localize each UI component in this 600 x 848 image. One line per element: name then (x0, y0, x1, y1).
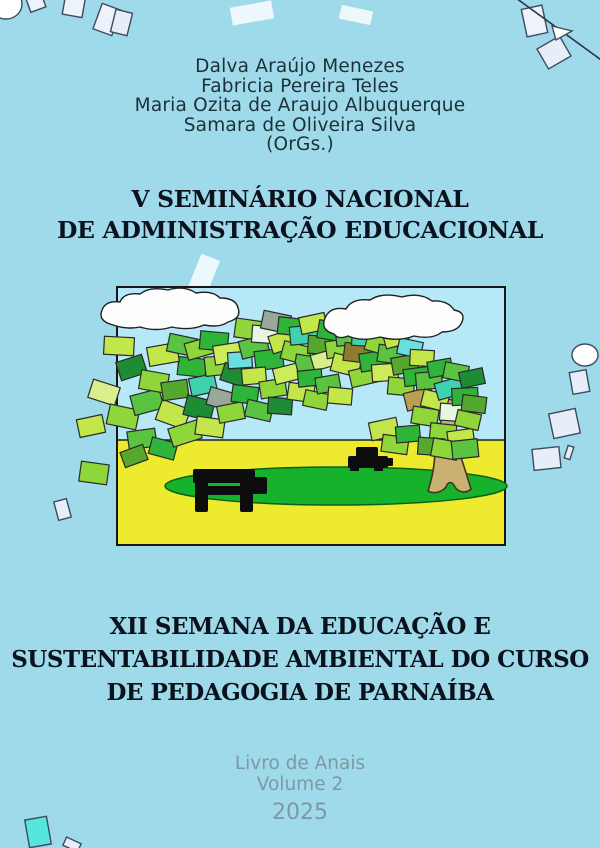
confetti-rect (549, 408, 581, 438)
author-line: Maria Ozita de Araujo Albuquerque (134, 95, 466, 116)
event-subtitle (0, 610, 600, 709)
author-line: Dalva Araújo Menezes (195, 56, 405, 77)
foliage-rect (104, 336, 135, 356)
authors-block (0, 57, 600, 155)
main-title-line2: DE ADMINISTRAÇÃO EDUCACIONAL (56, 216, 544, 244)
foliage-rect (395, 425, 420, 443)
foliage-rect (79, 461, 110, 485)
footer-block (0, 754, 600, 795)
foliage-rect (88, 379, 121, 406)
confetti-ellipse (572, 344, 598, 366)
confetti-rect (26, 0, 46, 12)
foliage-rect (161, 379, 189, 400)
year-label: 2025 (272, 800, 328, 825)
confetti-rect (564, 445, 574, 459)
landscape-illustration (76, 287, 507, 545)
confetti-ellipse (0, 0, 22, 19)
confetti-rect (54, 499, 71, 521)
author-line: Fabricia Pereira Teles (201, 75, 399, 97)
volume-label: Volume 2 (256, 773, 344, 795)
subtitle-line2: SUSTENTABILIDADE AMBIENTAL DO CURSO (11, 646, 589, 673)
foliage-rect (461, 395, 487, 414)
series-label: Livro de Anais (234, 753, 366, 774)
main-title (0, 184, 600, 246)
confetti-rect (63, 837, 81, 848)
confetti-rect (62, 0, 86, 18)
confetti-soft-rect (230, 0, 274, 25)
confetti-rect (569, 370, 590, 395)
main-title-line1: V SEMINÁRIO NACIONAL (131, 185, 469, 213)
confetti-rect (532, 447, 561, 471)
confetti-rect (521, 5, 547, 37)
foliage-rect (327, 387, 352, 405)
banner-flag-icon (552, 26, 572, 40)
author-line: Samara de Oliveira Silva (183, 114, 417, 136)
subtitle-line1: XII SEMANA DA EDUCAÇÃO E (109, 613, 491, 640)
organizers-label: (OrGs.) (266, 134, 334, 155)
subtitle-line3: DE PEDAGOGIA DE PARNAÍBA (106, 679, 494, 706)
foliage-rect (451, 439, 479, 460)
confetti-soft-rect (339, 5, 373, 25)
foliage-rect (76, 414, 105, 437)
